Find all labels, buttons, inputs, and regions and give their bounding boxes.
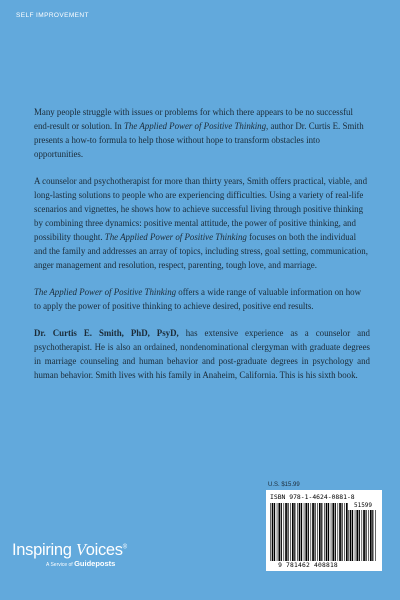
barcode-bar: [348, 510, 349, 561]
barcode-bar: [370, 510, 372, 561]
barcode-bar: [308, 503, 309, 561]
barcode-bar: [368, 510, 369, 561]
barcode-bar: [290, 503, 291, 561]
barcode-bar: [344, 503, 345, 561]
book-title: The Applied Power of Positive Thinking: [34, 286, 177, 297]
barcode-bar: [350, 510, 352, 561]
barcode-bar: [332, 503, 334, 561]
ean-digits: 9 781462 408818: [278, 562, 338, 569]
barcode-bar: [284, 503, 285, 561]
price-label: U.S. $15.99: [268, 482, 300, 488]
barcode-bar: [324, 503, 325, 561]
category-label: SELF IMPROVEMENT: [16, 12, 89, 19]
barcode-bar: [356, 510, 358, 561]
barcode-bar: [317, 503, 318, 561]
barcode-bar: [326, 503, 328, 561]
barcode-bar: [312, 503, 314, 561]
publisher-subline: A Service of Guideposts: [46, 559, 116, 568]
paragraph-intro: Many people struggle with issues or problems for which there appears to be no successful end-result or solution. In The Applied Power of Positive Thinking, author Dr. Curtis E. Smith presents a how-to formula to help those without hope to transform obstacles into opportunities.: [34, 107, 364, 159]
barcode-bar: [362, 510, 363, 561]
book-title: The Applied Power of Positive Thinking: [123, 120, 267, 131]
barcode-bar: [278, 503, 280, 561]
barcode-bar: [270, 503, 271, 561]
barcode-bar: [285, 503, 287, 561]
barcode-bar: [288, 503, 289, 561]
barcode-bar: [272, 503, 274, 561]
barcode-bar: [372, 510, 373, 561]
barcode-bar: [359, 510, 360, 561]
barcode-bar: [321, 503, 322, 561]
barcode-bar: [274, 503, 275, 561]
barcode-bar: [319, 503, 321, 561]
publisher-name: Inspiring Voices®: [12, 540, 127, 559]
barcode-bar: [335, 503, 336, 561]
barcode-bar: [305, 503, 307, 561]
barcode-bar: [299, 503, 301, 561]
barcode-bar: [315, 503, 316, 561]
barcode-bar: [292, 503, 294, 561]
addon-barcode-bars: [348, 510, 378, 561]
paragraph-counselor: A counselor and psychotherapist for more than thirty years, Smith offers practical, viable, and long-lasting solutions to people who are experiencing difficulties. Using a variety of real-life scenarios and vignettes, he shows how to achieve successful living through positive thinking by combining three dynamics: positive mental attitude, the power of positive thinking, and possibility thought. The Applied Power of Positive Thinking focuses on both the individual and the family and addresses an array of topics, including stress, goal setting, communication, anger management and resolution, respect, parenting, tough love, and marriage.: [34, 176, 368, 270]
guideposts-brand: Guideposts: [74, 559, 116, 568]
isbn-text: ISBN 978-1-4624-0881-8: [270, 493, 355, 501]
barcode-bar: [281, 503, 282, 561]
barcode-bar: [301, 503, 302, 561]
barcode-bar: [328, 503, 329, 561]
author-name: Dr. Curtis E. Smith, PhD, PsyD,: [34, 328, 179, 339]
barcode-bar: [338, 503, 339, 561]
paragraph-author-bio: Dr. Curtis E. Smith, PhD, PsyD, has extensive experience as a counselor and psychotherapist. He is also an ordained, nondenominational clergyman with graduate degrees in marriage counseling and human behavior and post-graduate degrees in psychology and human behavior. Smith lives with his family in Anaheim, California. This is his sixth book.: [34, 328, 370, 380]
barcode-bar: [355, 510, 356, 561]
back-cover-copy: [34, 106, 370, 396]
barcode-bar: [342, 503, 343, 561]
paragraph-summary: The Applied Power of Positive Thinking offers a wide range of valuable information on how to apply the power of positive thinking to achieve desired, positive end results.: [34, 286, 361, 311]
barcode-bar: [277, 503, 278, 561]
barcode-bar: [366, 510, 367, 561]
ean-barcode-bars: [270, 503, 348, 561]
barcode-bar: [339, 503, 341, 561]
barcode-bar: [294, 503, 295, 561]
barcode-bar: [311, 503, 312, 561]
publisher-logo: [12, 540, 127, 568]
barcode-bar: [352, 510, 353, 561]
barcode-bar: [297, 503, 298, 561]
book-title: The Applied Power of Positive Thinking: [104, 231, 247, 242]
barcode-bar: [331, 503, 332, 561]
barcode-box: [266, 490, 382, 571]
barcode-bar: [375, 510, 376, 561]
barcode-bar: [363, 510, 365, 561]
addon-digits: 51599: [353, 502, 373, 509]
barcode-bar: [304, 503, 305, 561]
